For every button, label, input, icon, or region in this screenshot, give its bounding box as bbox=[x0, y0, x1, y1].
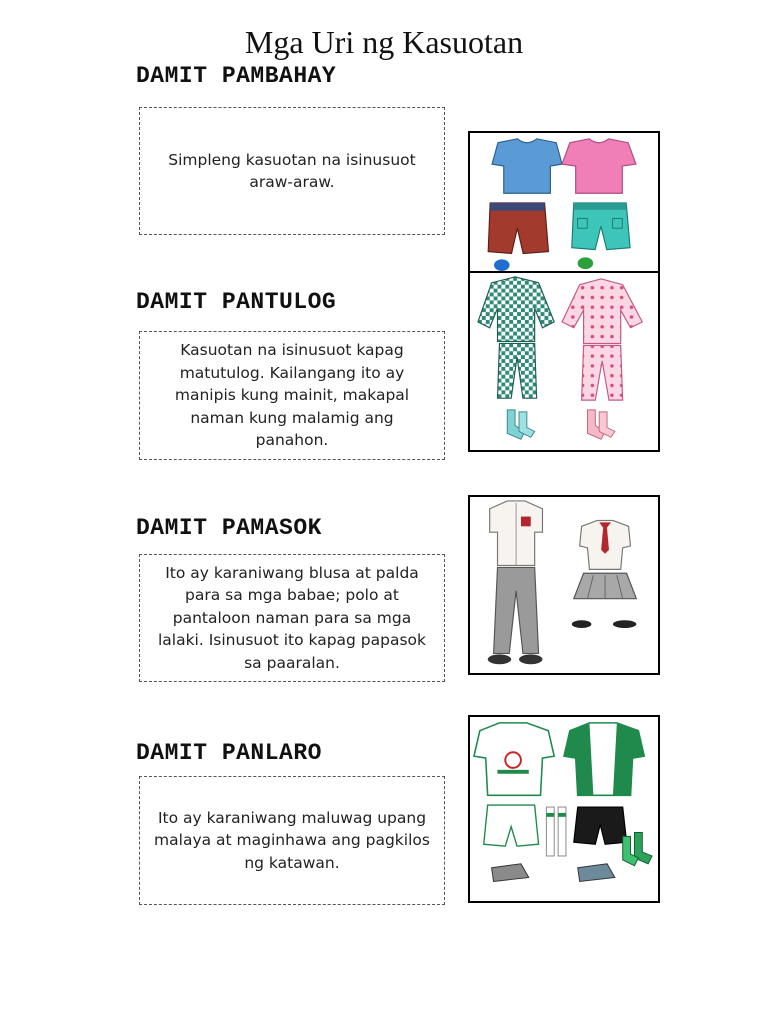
teal-shorts bbox=[572, 203, 630, 250]
section-heading-panlaro: DAMIT PANLARO bbox=[136, 740, 322, 766]
description-box-pambahay bbox=[139, 107, 445, 235]
pink-pajama-top bbox=[562, 279, 642, 344]
description-box-panlaro bbox=[139, 776, 445, 905]
house-clothes-picture bbox=[468, 131, 660, 273]
page-title: Mga Uri ng Kasuotan bbox=[244, 24, 524, 60]
white-shorts bbox=[484, 805, 539, 846]
description-text-pambahay: Simpleng kasuotan na isinusuot araw-araw. bbox=[168, 150, 416, 191]
checkered-pajama-top bbox=[478, 277, 554, 342]
pink-tshirt bbox=[562, 139, 636, 193]
checkered-pajama-pants bbox=[498, 343, 537, 398]
section-heading-pambahay: DAMIT PAMBAHAY bbox=[136, 63, 337, 89]
description-text-pamasok: Ito ay karaniwang blusa at palda para sa mga babae; polo at pantaloon naman para sa mga lalaki. Isinusuot ito kapag papasok sa paaralan. bbox=[157, 563, 427, 672]
description-text-panlaro: Ito ay karaniwang maluwag upang malaya at maginhawa ang pagkilos ng katawan. bbox=[154, 808, 430, 872]
blue-tshirt bbox=[492, 139, 562, 193]
gray-pants bbox=[494, 567, 539, 653]
pink-pajama-pants bbox=[582, 345, 623, 400]
sleepwear-picture bbox=[468, 271, 660, 452]
black-shorts bbox=[574, 807, 627, 844]
description-text-pantulog: Kasuotan na isinusuot kapag matutulog. Kailangang ito ay manipis kung mainit, makapal naman kung malamig ang panahon. bbox=[174, 341, 410, 450]
school-uniform-picture bbox=[468, 495, 660, 675]
section-heading-pantulog: DAMIT PANTULOG bbox=[136, 289, 337, 315]
description-box-pantulog bbox=[139, 331, 445, 460]
white-jersey bbox=[474, 723, 554, 795]
sportswear-picture bbox=[468, 715, 660, 903]
gray-cleats bbox=[492, 864, 529, 882]
description-box-pamasok bbox=[139, 554, 445, 682]
section-heading-pamasok: DAMIT PAMASOK bbox=[136, 515, 322, 541]
